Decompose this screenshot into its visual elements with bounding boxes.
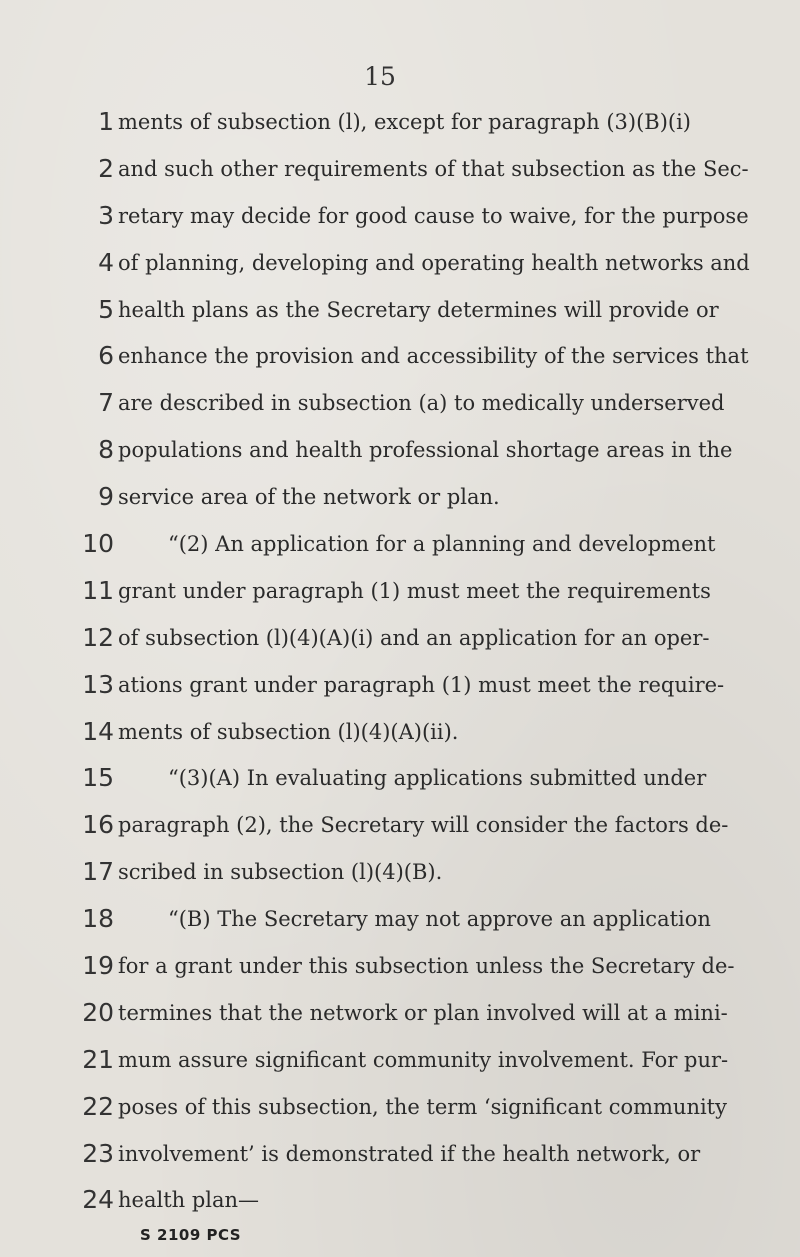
line-number: 4	[98, 247, 114, 277]
line-number: 1	[98, 107, 114, 136]
text-line	[0, 668, 800, 715]
line-number: 11	[82, 575, 114, 605]
text-body	[0, 105, 800, 1230]
text-line	[0, 105, 800, 152]
line-number: 24	[82, 1185, 114, 1215]
line-number: 17	[82, 857, 114, 887]
line-number: 22	[82, 1091, 114, 1121]
text-line	[0, 902, 800, 949]
line-text: retary may decide for good cause to waive, for the purpose	[118, 203, 749, 228]
line-number: 2	[98, 153, 114, 183]
line-text: health plans as the Secretary determines will provide or	[118, 297, 719, 322]
text-line	[0, 1137, 800, 1184]
line-number: 21	[82, 1044, 114, 1074]
text-line	[0, 574, 800, 621]
line-number: 6	[98, 341, 114, 371]
line-number: 3	[98, 200, 114, 230]
line-text: and such other requirements of that subsection as the Sec-	[118, 156, 749, 181]
line-text: poses of this subsection, the term ‘significant community	[118, 1094, 727, 1119]
line-text: involvement’ is demonstrated if the health network, or	[118, 1141, 701, 1166]
line-text: “(B) The Secretary may not approve an application	[168, 907, 711, 932]
line-number: 7	[98, 388, 114, 418]
line-number: 12	[82, 622, 114, 652]
text-line	[0, 715, 800, 762]
line-text: grant under paragraph (1) must meet the requirements	[118, 578, 711, 603]
line-text: paragraph (2), the Secretary will consider the factors de-	[118, 813, 729, 838]
line-number: 20	[82, 997, 114, 1027]
text-line	[0, 949, 800, 996]
line-text: of subsection (l)(4)(A)(i) and an application for an oper-	[118, 625, 710, 650]
text-line	[0, 433, 800, 480]
line-text: populations and health professional shortage areas in the	[118, 438, 733, 463]
line-text: health plan—	[118, 1188, 260, 1213]
page-number: 15	[364, 62, 396, 91]
line-text: ments of subsection (l)(4)(A)(ii).	[118, 719, 459, 744]
text-line	[0, 152, 800, 199]
text-line	[0, 246, 800, 293]
line-text: are described in subsection (a) to medically underserved	[118, 391, 725, 416]
line-text: mum assure significant community involvement. For pur-	[118, 1047, 729, 1072]
line-number: 14	[82, 716, 114, 746]
line-text: service area of the network or plan.	[118, 485, 500, 510]
line-text: scribed in subsection (l)(4)(B).	[118, 860, 443, 885]
line-text: for a grant under this subsection unless the Secretary de-	[118, 954, 735, 979]
line-text: ations grant under paragraph (1) must meet the require-	[118, 672, 725, 697]
text-line	[0, 808, 800, 855]
line-text: ments of subsection (l), except for paragraph (3)(B)(i)	[118, 110, 691, 134]
text-line	[0, 293, 800, 340]
line-text: “(3)(A) In evaluating applications submitted under	[168, 766, 707, 791]
line-number: 13	[82, 669, 114, 699]
bill-identifier: S 2109 PCS	[140, 1226, 242, 1244]
text-line	[0, 621, 800, 668]
line-text: termines that the network or plan involved will at a mini-	[118, 1000, 728, 1025]
text-line	[0, 1183, 800, 1230]
line-text: enhance the provision and accessibility of the services that	[118, 344, 749, 369]
text-line	[0, 527, 800, 574]
text-line	[0, 1090, 800, 1137]
line-number: 8	[98, 435, 114, 465]
text-line	[0, 1043, 800, 1090]
text-line	[0, 996, 800, 1043]
line-text: of planning, developing and operating health networks and	[118, 250, 750, 275]
line-number: 15	[82, 763, 114, 793]
line-text: “(2) An application for a planning and development	[168, 532, 716, 557]
text-line	[0, 855, 800, 902]
line-number: 23	[82, 1138, 114, 1168]
text-line	[0, 199, 800, 246]
text-line	[0, 339, 800, 386]
line-number: 16	[82, 810, 114, 840]
text-line	[0, 386, 800, 433]
line-number: 19	[82, 951, 114, 981]
line-number: 5	[98, 294, 114, 324]
line-number: 18	[82, 904, 114, 934]
line-number: 10	[82, 529, 114, 559]
text-line	[0, 761, 800, 808]
line-number: 9	[98, 482, 114, 512]
text-line	[0, 480, 800, 527]
